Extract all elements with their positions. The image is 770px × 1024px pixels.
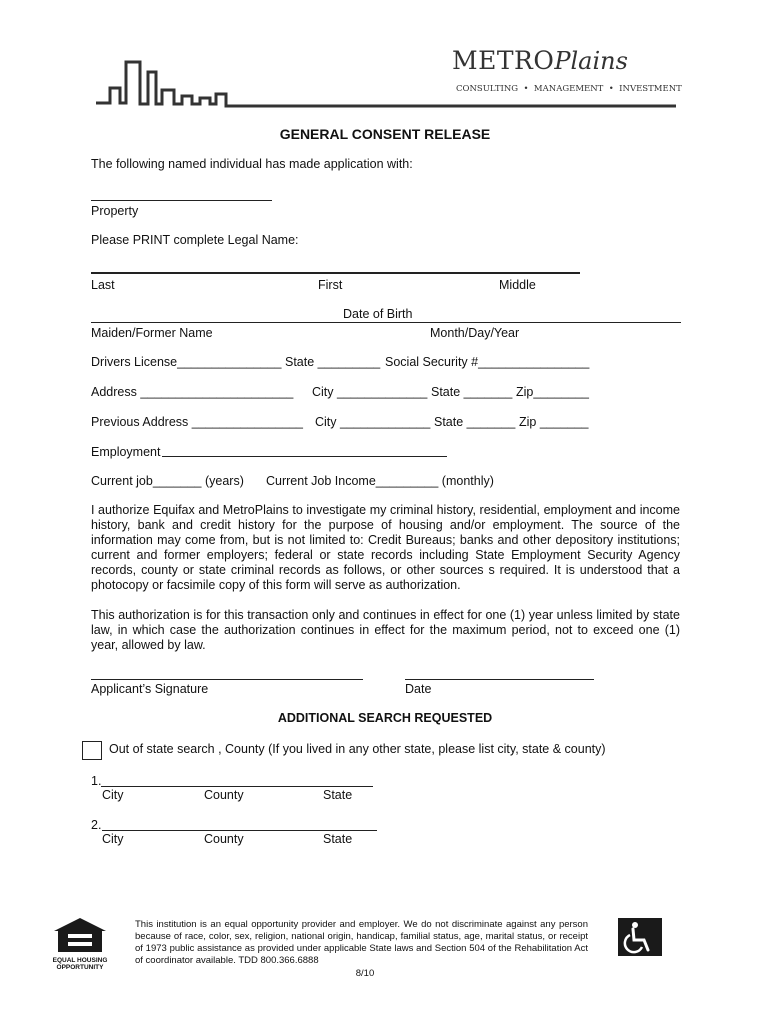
prev-city-field[interactable]: City _____________ [315, 415, 431, 429]
entry-1-line[interactable] [101, 786, 373, 787]
equal-housing-icon [52, 916, 108, 954]
legal-name-prompt: Please PRINT complete Legal Name: [91, 233, 299, 247]
entry-2-county: County [204, 832, 244, 846]
zip-field[interactable]: Zip________ [516, 385, 589, 399]
current-job-field[interactable]: Current job_______ (years) [91, 474, 244, 488]
entry-2-city: City [102, 832, 124, 846]
page-code: 8/10 [355, 968, 375, 979]
employment-label: Employment [91, 445, 161, 459]
date-line[interactable] [405, 679, 594, 680]
signature-line[interactable] [91, 679, 363, 680]
wheelchair-icon [618, 918, 662, 956]
middle-label: Middle [499, 278, 536, 292]
entry-1-city: City [102, 788, 124, 802]
out-of-state-checkbox[interactable] [82, 741, 102, 760]
wheelchair-accessibility-logo [618, 918, 662, 956]
legal-name-line[interactable] [91, 272, 580, 274]
entry-1-number: 1. [91, 774, 102, 788]
additional-search-heading: ADDITIONAL SEARCH REQUESTED [277, 711, 493, 725]
drivers-license-field[interactable]: Drivers License_______________ [91, 355, 282, 369]
entry-2-line[interactable] [102, 830, 377, 831]
maiden-dob-line[interactable] [91, 322, 681, 323]
current-income-field[interactable]: Current Job Income_________ (monthly) [266, 474, 494, 488]
dob-format: Month/Day/Year [430, 326, 520, 340]
ssn-field[interactable]: Social Security #________________ [385, 355, 590, 369]
brand-logo [452, 46, 628, 75]
authorization-paragraph: I authorize Equifax and MetroPlains to investigate my criminal history, residential, employment and income history, bank and credit history for the purpose of housing and/or employment. The source of the information may come from, but is not limited to: Credit Bureaus; banks and other depository institutions; current and former employers; federal or state records including State Employment Security Agency records, county or state criminal records as follows, or other sources s required. It is understood that a photocopy or facsimile copy of this form will serve as authorization. [91, 503, 680, 592]
maiden-label: Maiden/Former Name [91, 326, 213, 340]
dob-label: Date of Birth [343, 307, 413, 321]
brand-tagline: CONSULTING • MANAGEMENT • INVESTMENT [456, 84, 682, 94]
prev-state-field[interactable]: State _______ [434, 415, 516, 429]
employment-line[interactable] [162, 456, 447, 457]
footer-disclaimer: This institution is an equal opportunity provider and employer. We do not discriminate against any person because of race, color, sex, religion, national origin, handicap, familial status, age, marital status, or receipt of 1973 public assistance as provided under applicable State laws and Section 504 of the Rehabilitation Act of coordinator available. TDD 800.366.6888 [135, 919, 588, 966]
equal-housing-logo [52, 916, 108, 971]
prev-address-field[interactable]: Previous Address ________________ [91, 415, 303, 429]
last-label: Last [91, 278, 115, 292]
limitation-paragraph: This authorization is for this transaction only and continues in effect for one (1) year unless limited by state law, in which case the authorization continues in effect for the maximum period, not to exceed one (1) year, allowed by law. [91, 608, 680, 652]
date-label: Date [405, 682, 432, 696]
address-field[interactable]: Address ______________________ [91, 385, 294, 399]
page-title: GENERAL CONSENT RELEASE [279, 126, 491, 142]
entry-2-number: 2. [91, 818, 102, 832]
property-label: Property [91, 204, 139, 218]
entry-1-county: County [204, 788, 244, 802]
prev-zip-field[interactable]: Zip _______ [519, 415, 589, 429]
signature-label: Applicant’s Signature [91, 682, 209, 696]
first-label: First [318, 278, 343, 292]
dl-state-field[interactable]: State _________ [285, 355, 381, 369]
out-of-state-label: Out of state search , County (If you lived in any other state, please list city, state & county) [109, 742, 606, 756]
intro-text: The following named individual has made application with: [91, 157, 413, 171]
equal-housing-label: EQUAL HOUSING OPPORTUNITY [52, 957, 108, 971]
city-field[interactable]: City _____________ [312, 385, 428, 399]
state-field[interactable]: State _______ [431, 385, 513, 399]
brand-script: Plains [554, 47, 628, 75]
entry-1-state: State [323, 788, 353, 802]
entry-2-state: State [323, 832, 353, 846]
property-line[interactable] [91, 200, 272, 201]
brand-name: METRO [452, 46, 555, 75]
